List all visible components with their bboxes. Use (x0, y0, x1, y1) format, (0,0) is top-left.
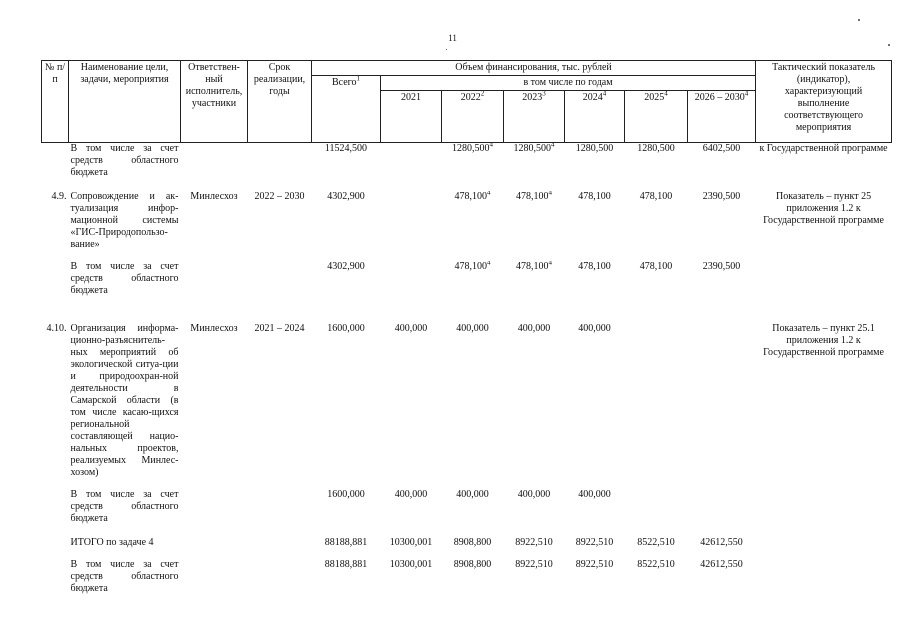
table-row (42, 323, 892, 479)
cell-y2023: 8922,510 (515, 559, 553, 570)
cell-y2024: 400,000 (578, 323, 611, 334)
header-indicator: Тактический показатель (индикатор), характеризующий выполнение соответствующего мероприятия (756, 61, 892, 143)
cell-y2024: 478,100 (578, 261, 611, 272)
cell-name: Сопровождение и ак-туализация инфор-мационной системы «ГИС-Природопользо-вание» (70, 191, 179, 250)
cell-indicator (756, 489, 892, 525)
cell-y2024: 400,000 (578, 489, 611, 500)
cell-y2024: 1280,500 (575, 143, 614, 154)
cell-y2026: 42612,550 (700, 537, 743, 548)
cell-y2022: 478,100$^4$ (454, 261, 491, 272)
cell-y2021: 10300,001 (389, 537, 433, 548)
cell-resp (181, 261, 248, 297)
cell-num (42, 559, 69, 595)
row-spacer (42, 479, 892, 489)
cell-y2025 (625, 323, 688, 479)
spacer-cell (42, 297, 892, 323)
cell-y2025: 478,100 (639, 191, 673, 202)
cell-total: 88188,881 (324, 537, 368, 548)
page-number: 11 (448, 33, 457, 43)
table-row (42, 143, 892, 180)
cell-num: 4.10. (46, 323, 67, 334)
cell-name: В том числе за счет средств областного бюджета (70, 489, 179, 524)
header-name: Наименование цели, задачи, мероприятия (69, 61, 181, 143)
header-year: 2025$^4$ (625, 91, 688, 143)
spacer-cell (42, 549, 892, 559)
header-by-years: в том числе по годам (381, 76, 756, 91)
cell-indicator (756, 559, 892, 595)
spacer-cell (42, 525, 892, 537)
cell-y2024: 478,100 (578, 191, 611, 202)
row-spacer (42, 297, 892, 323)
spacer-cell (42, 251, 892, 261)
header-num: № п/п (42, 61, 69, 143)
cell-num (42, 489, 69, 525)
cell-y2025: 1280,500 (637, 143, 675, 154)
cell-y2026: 42612,550 (700, 559, 743, 570)
cell-num (42, 261, 69, 297)
cell-y2021: 400,000 (394, 489, 428, 500)
cell-total: 4302,900 (327, 191, 365, 202)
cell-num: 4.9. (51, 191, 67, 202)
cell-y2022: 8908,800 (453, 559, 492, 570)
row-spacer (42, 549, 892, 559)
table-header (42, 61, 892, 143)
header-year: 2026 – 2030$^4$ (688, 91, 756, 143)
table-row (42, 559, 892, 595)
cell-total: 1600,000 (327, 323, 365, 334)
table-row (42, 537, 892, 549)
cell-resp (181, 559, 248, 595)
table-body (42, 143, 892, 596)
cell-resp (181, 489, 248, 525)
cell-y2025 (625, 489, 688, 525)
cell-term (248, 559, 312, 595)
cell-total: 11524,500 (324, 143, 368, 154)
cell-total: 4302,900 (327, 261, 365, 272)
cell-y2022: 400,000 (456, 489, 489, 500)
cell-indicator (756, 537, 892, 549)
header-responsible: Ответствен-ный исполнитель, участники (181, 61, 248, 143)
cell-indicator: Показатель – пункт 25 приложения 1.2 к Государственной программе (763, 191, 884, 226)
table-row (42, 489, 892, 525)
row-spacer (42, 179, 892, 191)
cell-y2023: 478,100$^4$ (516, 261, 552, 272)
cell-resp (181, 143, 248, 180)
cell-num (42, 143, 69, 180)
cell-term: 2021 – 2024 (254, 323, 305, 334)
cell-name: ИТОГО по задаче 4 (70, 537, 154, 548)
cell-y2022: 8908,800 (453, 537, 492, 548)
cell-indicator: к Государственной программе (759, 143, 888, 154)
cell-y2024: 8922,510 (575, 559, 614, 570)
header-year: 2021 (381, 91, 442, 143)
row-spacer (42, 251, 892, 261)
cell-y2025: 478,100 (639, 261, 673, 272)
cell-term (248, 489, 312, 525)
cell-y2023: 1280,500$^4$ (513, 142, 555, 154)
cell-total: 1600,000 (327, 489, 365, 500)
header-year: 2022$^2$ (442, 91, 504, 143)
cell-term (248, 143, 312, 180)
cell-y2021: 400,000 (394, 323, 428, 334)
cell-resp: Минлесхоз (190, 191, 238, 202)
cell-name: В том числе за счет средств областного бюджета (70, 143, 179, 178)
financing-table (41, 60, 892, 595)
header-volume: Объем финансирования, тыс. рублей (312, 61, 756, 76)
header-term: Срок реализации, годы (248, 61, 312, 143)
cell-total: 88188,881 (324, 559, 368, 570)
spacer-cell (42, 179, 892, 191)
cell-term (248, 537, 312, 549)
header-year: 2023$^3$ (504, 91, 565, 143)
cell-y2025: 8522,510 (637, 537, 675, 548)
cell-resp (181, 537, 248, 549)
cell-y2022: 1280,500$^4$ (452, 142, 493, 154)
cell-indicator (756, 261, 892, 297)
cell-y2023: 478,100$^4$ (516, 191, 552, 202)
spacer-cell (42, 479, 892, 489)
cell-y2022: 478,100$^4$ (454, 191, 491, 202)
header-year: 2024$^4$ (565, 91, 625, 143)
cell-y2023: 400,000 (517, 489, 551, 500)
cell-y2021: 10300,001 (389, 559, 433, 570)
cell-y2025: 8522,510 (637, 559, 675, 570)
cell-y2021 (381, 261, 442, 297)
cell-y2026 (688, 489, 756, 525)
cell-indicator: Показатель – пункт 25.1 приложения 1.2 к Государственной программе (763, 323, 884, 358)
table-row (42, 261, 892, 297)
cell-term: 2022 – 2030 (254, 191, 305, 202)
cell-term (248, 261, 312, 297)
cell-name: В том числе за счет средств областного бюджета (70, 261, 179, 296)
cell-y2022: 400,000 (456, 323, 489, 334)
cell-y2021 (381, 191, 442, 251)
cell-resp: Минлесхоз (190, 323, 238, 334)
cell-name: Организация информа-ционно-разъяснитель-ных мероприятий об экологической ситуа-ции и природоохран-ной деятельности в Самарской области (в том числе касаю-щихся региональной составляющей нацио-нальных проектов, реализуемых Минлес-хозом) (70, 323, 179, 478)
cell-y2024: 8922,510 (575, 537, 614, 548)
cell-y2023: 400,000 (517, 323, 551, 334)
header-total: Всего$^1$ (312, 76, 381, 143)
table-row (42, 191, 892, 251)
cell-y2026: 2390,500 (702, 261, 741, 272)
cell-num (42, 537, 69, 549)
cell-y2023: 8922,510 (515, 537, 553, 548)
cell-y2026: 6402,500 (702, 143, 741, 154)
cell-name: В том числе за счет средств областного бюджета (70, 559, 179, 594)
cell-y2021 (381, 143, 442, 180)
row-spacer (42, 525, 892, 537)
cell-y2026: 2390,500 (702, 191, 741, 202)
cell-y2026 (688, 323, 756, 479)
